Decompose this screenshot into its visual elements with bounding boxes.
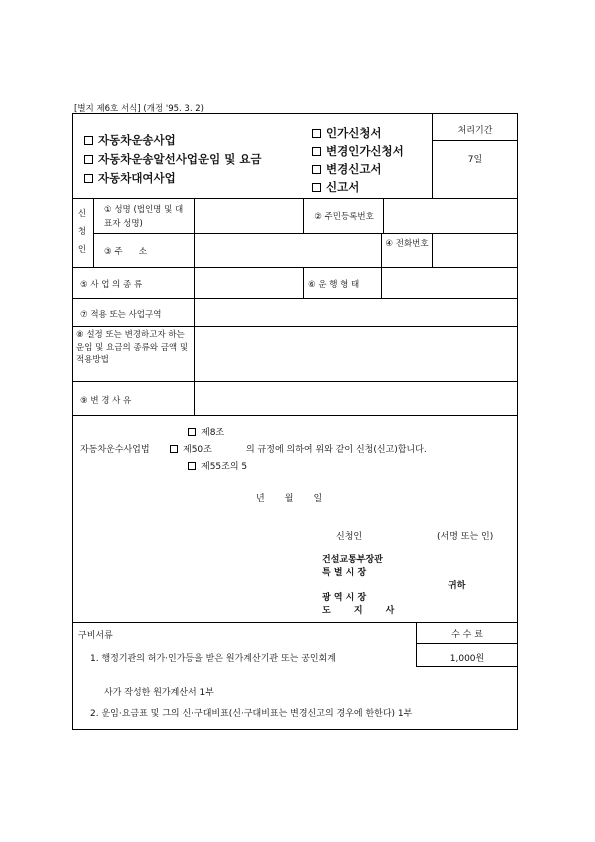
business-kind-label: ⑤ 사 업 의 종 류 xyxy=(80,280,143,290)
change-reason-field[interactable] xyxy=(198,385,514,411)
phone-field[interactable] xyxy=(436,238,514,264)
checkbox-icon[interactable] xyxy=(170,445,178,453)
checkbox-icon[interactable] xyxy=(188,428,196,436)
checkbox-change-approval-application[interactable]: 변경인가신청서 xyxy=(312,142,404,160)
processing-period-value: 7일 xyxy=(467,155,483,165)
recipient-metropolitan: 광 역 시 장 xyxy=(322,593,367,603)
law-name: 자동차운수사업법 xyxy=(80,445,150,455)
checkbox-icon[interactable] xyxy=(188,462,196,470)
document-item-2: 2. 운임·요금표 및 그의 신·구대비표(신·구대비표는 변경신고의 경우에 한한다) 1부 xyxy=(90,709,413,719)
address-label: ③ 주 소 xyxy=(104,247,147,257)
checkbox-icon[interactable] xyxy=(84,155,93,164)
fare-details-label: ⑧ 설정 또는 변경하고자 하는 운임 및 요금의 종류와 금액 및 적용방법 xyxy=(76,330,189,365)
checkbox-icon[interactable] xyxy=(84,136,93,145)
application-date: 년 월 일 xyxy=(256,494,323,504)
operation-mode-label: ⑥ 운 행 형 태 xyxy=(308,280,360,290)
checkbox-icon[interactable] xyxy=(312,129,321,138)
recipient-province: 도 지 사 xyxy=(322,606,395,616)
document-item-1: 1. 행정기관의 허가·인가등을 받은 원가계산기관 또는 공인회계 xyxy=(90,654,336,664)
applicant-group-label: 신청인 xyxy=(77,209,87,255)
rrn-field[interactable] xyxy=(387,204,515,230)
statement-text: 의 규정에 의하여 위와 같이 신청(신고)합니다. xyxy=(246,445,427,455)
recipient-special-city: 특 별 시 장 xyxy=(322,568,367,578)
document-item-1-continued: 사가 작성한 원가계산서 1부 xyxy=(104,688,214,698)
checkbox-change-report[interactable]: 변경신고서 xyxy=(312,160,404,178)
checkbox-icon[interactable] xyxy=(312,147,321,156)
recipient-suffix: 귀하 xyxy=(448,581,466,591)
article-55-5-option[interactable]: 제55조의 5 xyxy=(188,459,247,472)
checkbox-approval-application[interactable]: 인가신청서 xyxy=(312,124,404,142)
applicant-signature-label: 신청인 xyxy=(336,532,363,542)
checkbox-rental[interactable]: 자동차대여사업 xyxy=(84,169,262,188)
service-area-field[interactable] xyxy=(198,302,514,322)
operation-mode-field[interactable] xyxy=(386,272,514,294)
fee-label: 수 수 료 xyxy=(451,630,483,640)
document-type-checklist xyxy=(312,124,404,196)
name-field[interactable] xyxy=(198,204,298,230)
rrn-label: ② 주민등록번호 xyxy=(314,212,374,222)
phone-label: ④ 전화번호 xyxy=(385,239,429,249)
checkbox-icon[interactable] xyxy=(84,174,93,183)
business-kind-field[interactable] xyxy=(198,272,298,294)
checkbox-report[interactable]: 신고서 xyxy=(312,178,404,196)
checkbox-transport[interactable]: 자동차운송사업 xyxy=(84,131,262,150)
checkbox-icon[interactable] xyxy=(312,183,321,192)
checkbox-brokerage[interactable]: 자동차운송알선사업운임 및 요금 xyxy=(84,150,262,169)
checkbox-icon[interactable] xyxy=(312,165,321,174)
article-50-option[interactable]: 제50조 xyxy=(170,442,212,455)
signature-note: (서명 또는 인) xyxy=(437,532,494,542)
change-reason-label: ⑨ 변 경 사 유 xyxy=(80,396,132,406)
name-label: ① 성명 (법인명 및 대표자 성명) xyxy=(104,205,184,229)
fee-value: 1,000원 xyxy=(449,654,485,664)
recipient-minister: 건설교통부장관 xyxy=(322,555,383,565)
business-type-checklist xyxy=(84,131,262,188)
form-label: [별지 제6호 서식] (개정 '95. 3. 2) xyxy=(74,104,204,114)
fare-details-field[interactable] xyxy=(198,330,514,377)
processing-period-label: 처리기간 xyxy=(457,126,493,136)
documents-header: 구비서류 xyxy=(78,631,113,641)
address-field[interactable] xyxy=(198,238,378,264)
service-area-label: ⑦ 적용 또는 사업구역 xyxy=(80,310,162,320)
article-8-option[interactable]: 제8조 xyxy=(188,425,224,438)
